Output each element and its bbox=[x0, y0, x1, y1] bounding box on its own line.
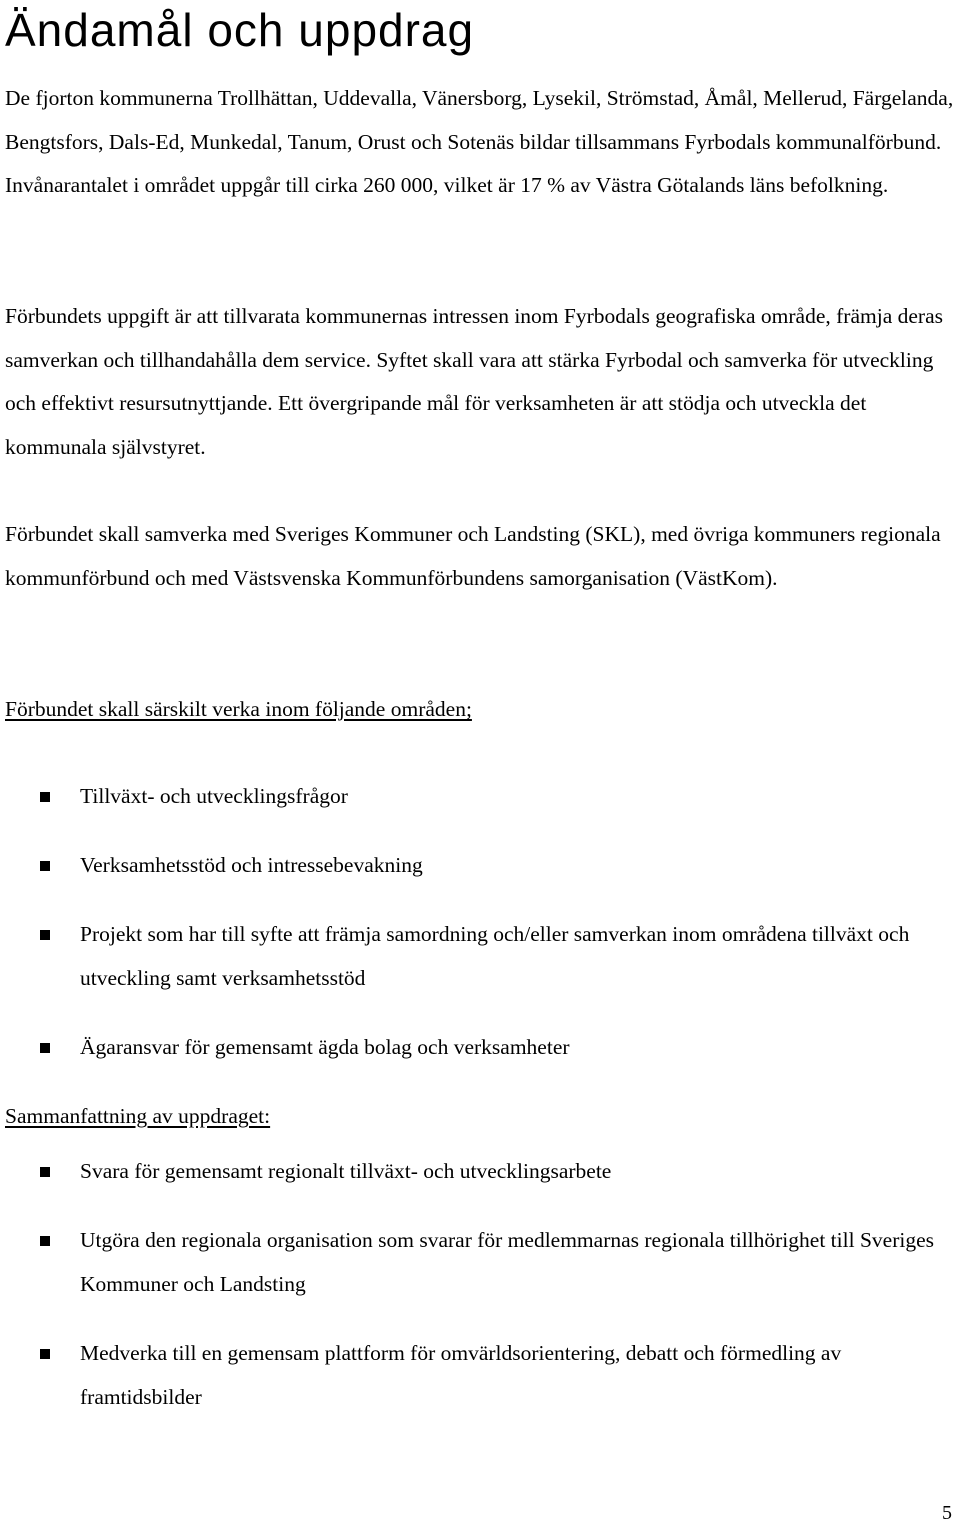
page-number: 5 bbox=[942, 1502, 952, 1524]
summary-list-item: Medverka till en gemensam plattform för omvärldsorientering, debatt och förmedling av framtidsbilder bbox=[80, 1341, 842, 1409]
mission-paragraph: Förbundets uppgift är att tillvarata kommunernas intressen inom Fyrbodals geografiska område, främja deras samverkan och tillhandahålla dem service. Syftet skall vara att stärka Fyrbodal och samverka för utveckling och effektivt resursutnyttjande. Ett övergripande mål för verksamheten är att stödja och utveckla det kommunala självstyret. bbox=[5, 304, 943, 459]
summary-list-item: Utgöra den regionala organisation som svarar för medlemmarnas regionala tillhörighet till Sveriges Kommuner och Landsting bbox=[80, 1228, 934, 1296]
areas-list-item: Projekt som har till syfte att främja samordning och/eller samverkan inom områdena tillväxt och utveckling samt verksamhetsstöd bbox=[80, 922, 910, 990]
summary-list-item: Svara för gemensamt regionalt tillväxt- och utvecklingsarbete bbox=[80, 1159, 612, 1183]
areas-list-item: Tillväxt- och utvecklingsfrågor bbox=[80, 784, 348, 808]
page-title: Ändamål och uppdrag bbox=[5, 4, 475, 56]
summary-heading: Sammanfattning av uppdraget: bbox=[5, 1104, 271, 1128]
bullet-square-icon bbox=[40, 861, 50, 871]
bullet-square-icon bbox=[40, 1236, 50, 1246]
bullet-square-icon bbox=[40, 930, 50, 940]
cooperation-paragraph: Förbundet skall samverka med Sveriges Kommuner och Landsting (SKL), med övriga kommuners regionala kommunförbund och med Västsvenska Kommunförbundens samorganisation (VästKom). bbox=[5, 522, 941, 590]
areas-heading: Förbundet skall särskilt verka inom följande områden; bbox=[5, 697, 472, 721]
bullet-square-icon bbox=[40, 792, 50, 802]
bullet-square-icon bbox=[40, 1043, 50, 1053]
areas-list-item: Verksamhetsstöd och intressebevakning bbox=[80, 853, 423, 877]
bullet-square-icon bbox=[40, 1167, 50, 1177]
bullet-square-icon bbox=[40, 1349, 50, 1359]
areas-list-item: Ägaransvar för gemensamt ägda bolag och verksamheter bbox=[80, 1035, 570, 1059]
intro-paragraph: De fjorton kommunerna Trollhättan, Uddevalla, Vänersborg, Lysekil, Strömstad, Åmål, Mellerud, Färgelanda, Bengtsfors, Dals-Ed, Munkedal, Tanum, Orust och Sotenäs bildar tillsammans Fyrbodals kommunalförbund. Invånarantalet i området uppgår till cirka 260 000, vilket är 17 % av Västra Götalands läns befolkning. bbox=[5, 86, 954, 197]
